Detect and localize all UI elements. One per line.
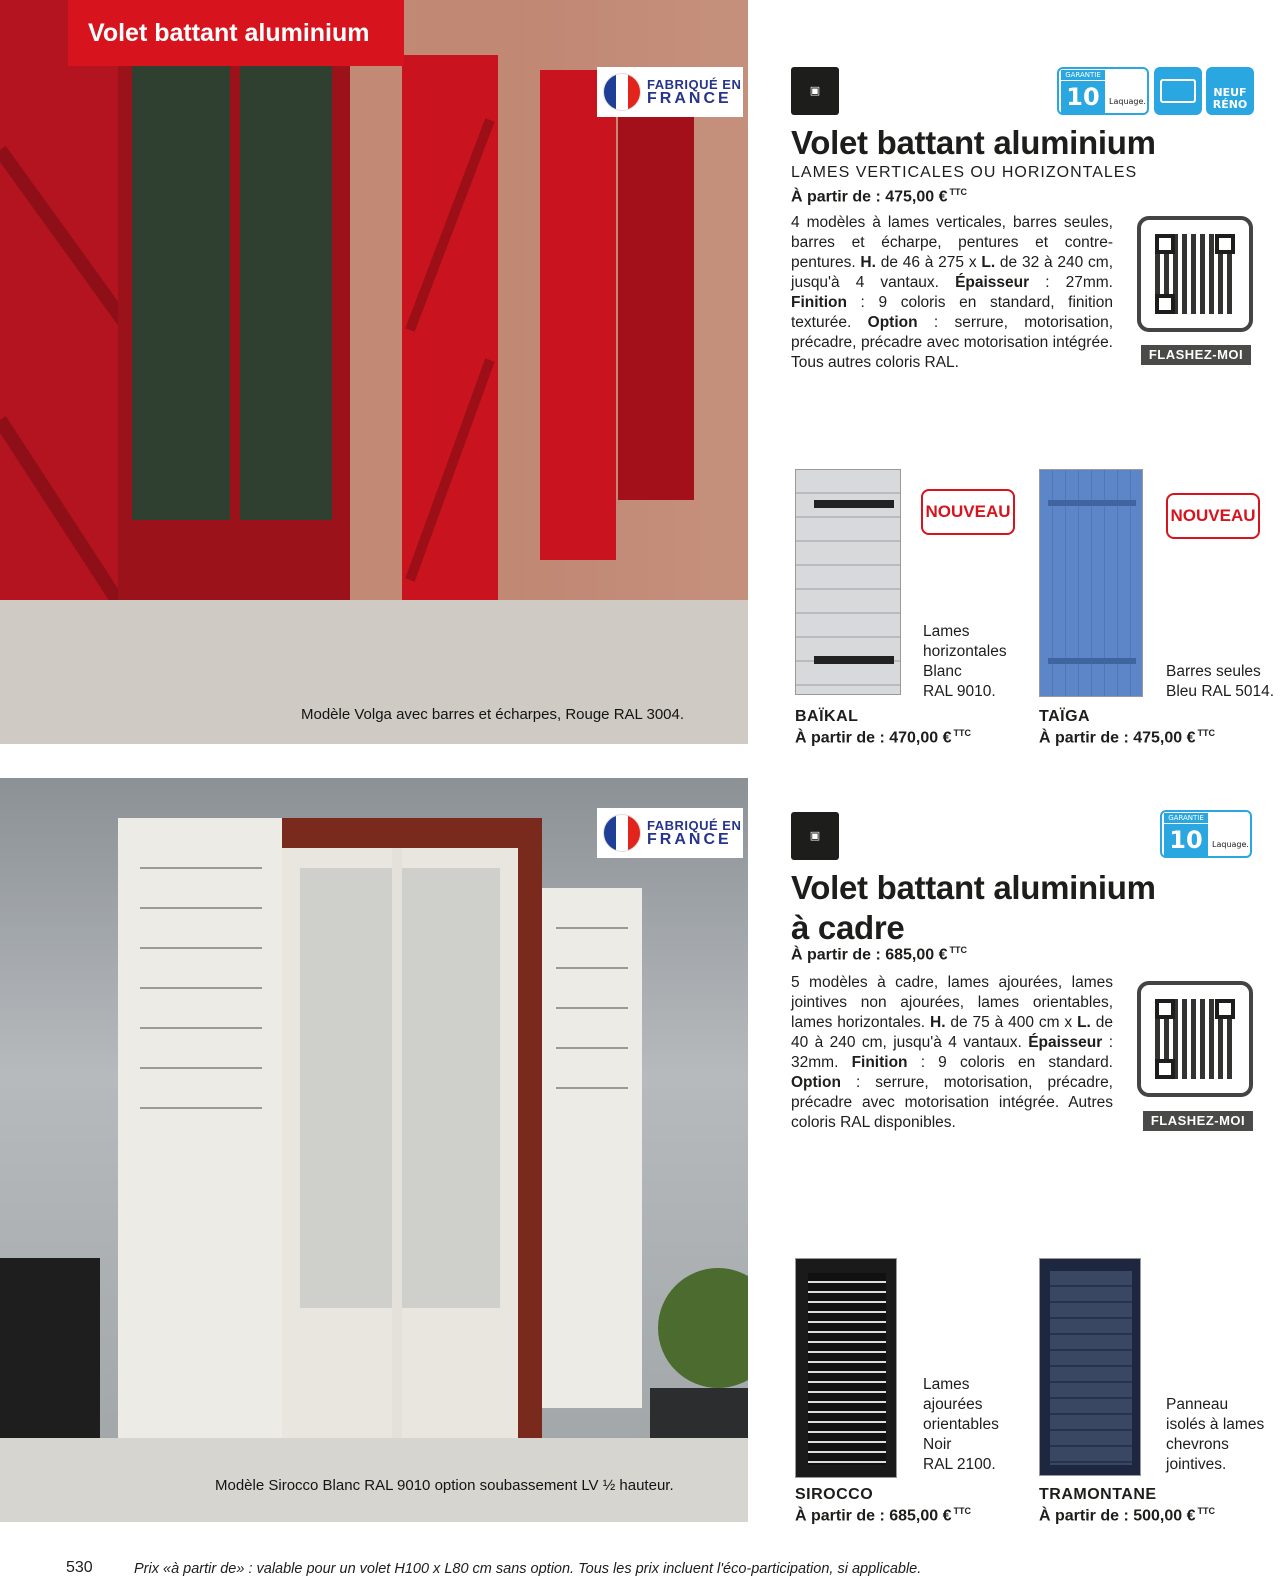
description-text: : 27mm.: [1029, 274, 1113, 291]
variant-description: [923, 622, 1007, 702]
guarantee-badge: [1160, 810, 1252, 858]
photo-caption: Modèle Volga avec barres et écharpes, Rouge RAL 3004.: [301, 706, 685, 723]
description-keyword: H.: [930, 1014, 946, 1031]
guarantee-header: GARANTIE: [1164, 813, 1208, 823]
qr-finder: [1155, 234, 1175, 254]
product-price-value: À partir de : 685,00 €: [791, 946, 948, 964]
variant-desc-line: isolés à lames: [1166, 1416, 1265, 1433]
product-description: [791, 973, 1113, 1133]
product-title-line2: à cadre: [791, 909, 905, 946]
variant-image-taiga: [1039, 469, 1143, 697]
variant-price-value: À partir de : 500,00 €: [1039, 1507, 1196, 1525]
qr-finder: [1155, 999, 1175, 1019]
made-in-france-line2: FRANCE: [647, 831, 732, 848]
made-in-france-line2: FRANCE: [647, 90, 732, 107]
product-photo-volga: [0, 0, 748, 744]
description-text: 4 modèles à lames verticales, barres seules, barres et écharpe, pentures et contre-pentures.: [791, 214, 1113, 271]
variant-name: BAÏKAL: [795, 708, 859, 725]
variant-desc-line: Barres seules: [1166, 663, 1261, 680]
variant-description: [923, 1375, 999, 1475]
description-keyword: L.: [981, 254, 996, 271]
guarantee-label: Laquage.: [1109, 97, 1146, 106]
variant-price-value: À partir de : 685,00 €: [795, 1507, 952, 1525]
section-tag: Volet battant aluminium: [68, 0, 404, 66]
variant-price-ttc: TTC: [1197, 728, 1216, 738]
qr-code[interactable]: [1137, 216, 1253, 332]
product-title-line1: Volet battant aluminium: [791, 124, 1156, 161]
variant-price: [1039, 1506, 1215, 1525]
variant-image-baikal: [795, 469, 901, 695]
guarantee-badge: [1057, 67, 1149, 115]
product-price-value: À partir de : 475,00 €: [791, 188, 948, 206]
guarantee-label: Laquage.: [1212, 840, 1249, 849]
made-in-france-badge: [597, 808, 743, 858]
variant-price: [1039, 728, 1215, 747]
guarantee-header: GARANTIE: [1061, 70, 1105, 80]
variant-desc-line: Bleu RAL 5014.: [1166, 683, 1275, 700]
france-flag-icon: [603, 814, 641, 852]
variant-price: [795, 728, 971, 747]
photo-illustration: [0, 778, 748, 1522]
description-keyword: Finition: [851, 1054, 908, 1071]
variant-description: [1166, 1395, 1264, 1475]
qr-finder: [1215, 999, 1235, 1019]
neuf-reno-badge: [1206, 67, 1254, 115]
product-photo-sirocco: [0, 778, 748, 1522]
variant-price-value: À partir de : 470,00 €: [795, 729, 952, 747]
description-text: : 9 coloris en standard.: [907, 1054, 1113, 1071]
variant-name: TRAMONTANE: [1039, 1486, 1157, 1503]
variant-price-ttc: TTC: [953, 1506, 972, 1516]
variant-desc-line: Panneau: [1166, 1396, 1229, 1413]
variant-image-sirocco: [795, 1258, 897, 1478]
variant-desc-line: Blanc: [923, 663, 962, 680]
product-subtitle: LAMES VERTICALES OU HORIZONTALES: [791, 164, 1138, 181]
qr-finder: [1215, 234, 1235, 254]
variant-name: SIROCCO: [795, 1486, 874, 1503]
description-keyword: L.: [1077, 1014, 1091, 1031]
product-price: [791, 187, 967, 206]
product-price-ttc: TTC: [949, 187, 968, 197]
variant-desc-line: Lames: [923, 1376, 970, 1393]
description-keyword: Option: [791, 1074, 841, 1091]
product-price-ttc: TTC: [949, 945, 968, 955]
remote-control-icon: [1154, 67, 1202, 115]
new-badge: NOUVEAU: [1166, 493, 1260, 539]
product-logo-icon: ▣: [791, 812, 839, 860]
variant-desc-line: horizontales: [923, 643, 1007, 660]
variant-desc-line: jointives.: [1166, 1456, 1227, 1473]
description-text: de 40 à 240 cm, jusqu'à 4 vantaux.: [791, 1014, 1113, 1051]
variant-name: TAÏGA: [1039, 708, 1091, 725]
photo-caption: Modèle Sirocco Blanc RAL 9010 option soubassement LV ½ hauteur.: [215, 1477, 674, 1494]
neuf-reno-label: NEUF RÉNO: [1212, 86, 1248, 111]
made-in-france-line1: FABRIQUÉ EN: [647, 818, 742, 833]
description-text: : 32mm.: [791, 1034, 1113, 1071]
page-number: 530: [66, 1559, 93, 1576]
made-in-france-line1: FABRIQUÉ EN: [647, 77, 742, 92]
description-keyword: H.: [860, 254, 876, 271]
variant-price-ttc: TTC: [953, 728, 972, 738]
product-description: [791, 213, 1113, 373]
description-text: : serrure, motorisation, précadre, précadre avec motorisation intégrée. Tous autres coloris RAL.: [791, 314, 1113, 371]
flash-me-label: FLASHEZ-MOI: [1143, 1111, 1253, 1131]
variant-description: [1166, 662, 1274, 702]
product-price: [791, 945, 967, 964]
description-keyword: Épaisseur: [1028, 1034, 1103, 1051]
variant-desc-line: chevrons: [1166, 1436, 1229, 1453]
variant-desc-line: Noir: [923, 1436, 952, 1453]
variant-price-ttc: TTC: [1197, 1506, 1216, 1516]
variant-price-value: À partir de : 475,00 €: [1039, 729, 1196, 747]
product-title: [791, 868, 1156, 948]
made-in-france-badge: [597, 67, 743, 117]
france-flag-icon: [603, 73, 641, 111]
variant-desc-line: RAL 2100.: [923, 1456, 996, 1473]
description-text: : serrure, motorisation, précadre, précadre avec motorisation intégrée. Autres coloris RAL disponibles.: [791, 1074, 1113, 1131]
qr-finder: [1155, 294, 1175, 314]
footer-note: Prix «à partir de» : valable pour un volet H100 x L80 cm sans option. Tous les prix incluent l'éco-participation, si applicable.: [134, 1561, 922, 1577]
description-text: 5 modèles à cadre, lames ajourées, lames jointives non ajourées, lames orientables, lames horizontales.: [791, 974, 1113, 1031]
description-text: : 9 coloris en standard, finition texturée.: [791, 294, 1113, 331]
variant-desc-line: ajourées: [923, 1396, 983, 1413]
description-text: de 32 à 240 cm, jusqu'à 4 vantaux.: [791, 254, 1113, 291]
description-keyword: Finition: [791, 294, 847, 311]
variant-price: [795, 1506, 971, 1525]
guarantee-years: 10: [1164, 824, 1208, 856]
product-title-line1: Volet battant aluminium: [791, 869, 1156, 906]
description-keyword: Épaisseur: [955, 274, 1030, 291]
description-keyword: Option: [867, 314, 918, 331]
product-title: [791, 123, 1156, 163]
qr-finder: [1155, 1059, 1175, 1079]
new-badge: NOUVEAU: [921, 489, 1015, 535]
flash-me-label: FLASHEZ-MOI: [1141, 345, 1251, 365]
product-logo-icon: ▣: [791, 67, 839, 115]
description-text: de 75 à 400 cm x: [945, 1014, 1078, 1031]
qr-code[interactable]: [1137, 981, 1253, 1097]
variant-desc-line: RAL 9010.: [923, 683, 996, 700]
variant-image-tramontane: [1039, 1258, 1141, 1476]
guarantee-years: 10: [1061, 81, 1105, 113]
description-text: de 46 à 275 x: [875, 254, 982, 271]
variant-desc-line: orientables: [923, 1416, 999, 1433]
variant-desc-line: Lames: [923, 623, 970, 640]
